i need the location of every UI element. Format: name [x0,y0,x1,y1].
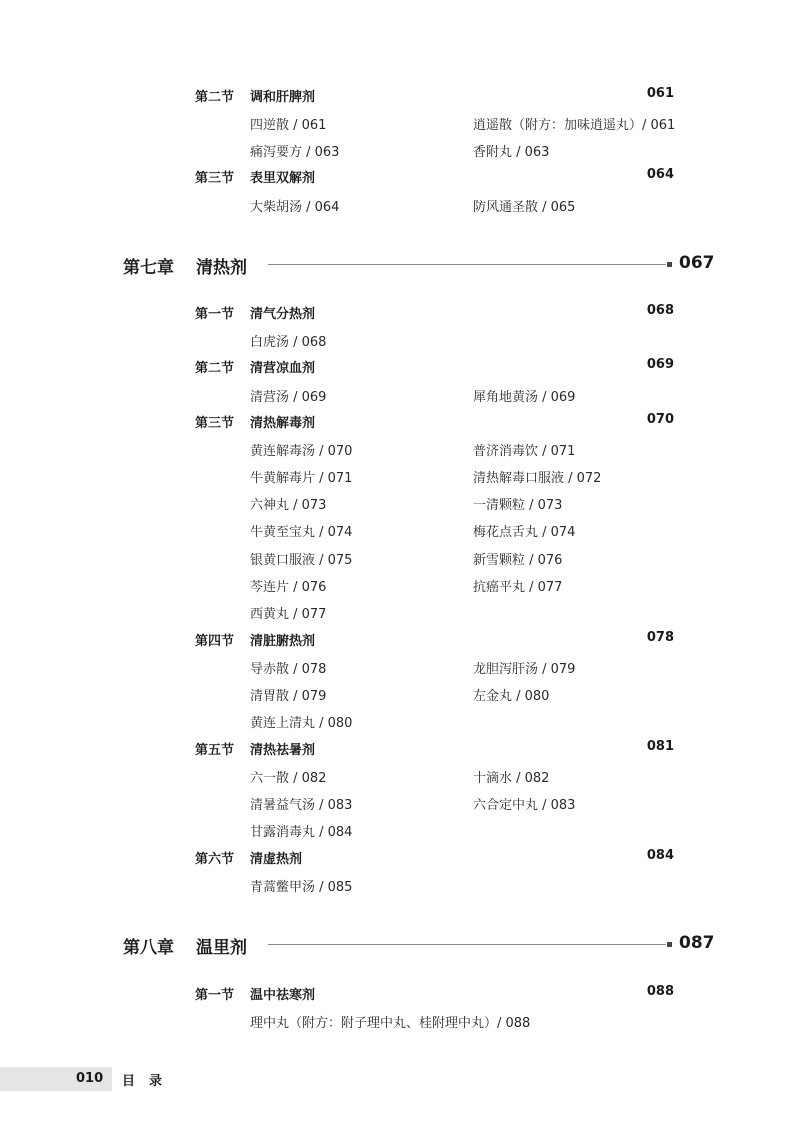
entry-row [0,189,800,216]
entry: 左金丸 / 080 [473,689,550,704]
entry-row [0,379,800,406]
entry: 黄连解毒汤 / 070 [250,444,353,459]
chapter-label: 第八章 [123,938,174,958]
leader-dot [667,942,672,947]
chapter-page-number: 087 [679,933,715,953]
entry: 香附丸 / 063 [473,145,550,160]
entry-row [0,814,800,841]
chapter-label: 第七章 [123,258,174,278]
entry: 六合定中丸 / 083 [473,798,576,813]
section-heading [0,80,800,107]
entry-row [0,324,800,351]
entry-row [0,514,800,541]
section-heading [0,733,800,760]
entry: 龙胆泻肝汤 / 079 [473,662,576,677]
chapter-heading [0,249,800,279]
entry-row [0,1005,800,1032]
entry: 防风通圣散 / 065 [473,200,576,215]
entry-row [0,460,800,487]
leader-dot [667,262,672,267]
section-heading [0,297,800,324]
entry: 新雪颗粒 / 076 [473,553,563,568]
entry: 四逆散 / 061 [250,118,327,133]
entry-row [0,596,800,623]
chapter-title: 温里剂 [196,938,247,958]
section-title: 清脏腑热剂 [250,634,316,649]
entry-row [0,651,800,678]
section-label: 第一节 [195,988,235,1003]
section-title: 清虚热剂 [250,852,303,867]
entry: 普济消毒饮 / 071 [473,444,576,459]
section-title: 调和肝脾剂 [250,90,316,105]
footer-page-number: 010 [76,1071,104,1086]
entry: 六神丸 / 073 [250,498,327,513]
entry-row [0,433,800,460]
section-page-number: 070 [646,412,674,427]
entry-row [0,787,800,814]
section-heading [0,978,800,1005]
section-page-number: 068 [646,303,674,318]
section-page-number: 081 [646,739,674,754]
section-heading [0,161,800,188]
section-label: 第五节 [195,743,235,758]
entry: 清胃散 / 079 [250,689,327,704]
section-page-number: 078 [646,630,674,645]
entry-row [0,107,800,134]
section-title: 清营凉血剂 [250,361,316,376]
leader-line [268,944,666,945]
entry: 清热解毒口服液 / 072 [473,471,602,486]
entry-row [0,542,800,569]
entry: 十滴水 / 082 [473,771,550,786]
section-page-number: 064 [646,167,674,182]
section-page-number: 088 [646,984,674,999]
entry: 清营汤 / 069 [250,390,327,405]
entry-row [0,678,800,705]
section-label: 第六节 [195,852,235,867]
entry: 牛黄至宝丸 / 074 [250,525,353,540]
entry: 甘露消毒丸 / 084 [250,825,353,840]
entry: 青蒿鳖甲汤 / 085 [250,880,353,895]
entry: 芩连片 / 076 [250,580,327,595]
entry-row [0,569,800,596]
entry: 银黄口服液 / 075 [250,553,353,568]
section-page-number: 069 [646,357,674,372]
entry: 逍遥散（附方：加味逍遥丸）/ 061 [473,118,676,133]
entry-row [0,134,800,161]
section-label: 第三节 [195,416,235,431]
entry: 六一散 / 082 [250,771,327,786]
section-heading [0,351,800,378]
entry: 白虎汤 / 068 [250,335,327,350]
section-title: 清气分热剂 [250,307,316,322]
section-label: 第四节 [195,634,235,649]
section-title: 清热解毒剂 [250,416,316,431]
section-label: 第二节 [195,90,235,105]
footer-title: 目录 [122,1074,177,1089]
chapter-page-number: 067 [679,253,715,273]
entry-row [0,487,800,514]
section-page-number: 084 [646,848,674,863]
entry-row [0,869,800,896]
section-page-number: 061 [646,86,674,101]
section-title: 清热祛暑剂 [250,743,316,758]
entry: 梅花点舌丸 / 074 [473,525,576,540]
entry: 理中丸（附方：附子理中丸、桂附理中丸）/ 088 [250,1016,531,1031]
entry: 清暑益气汤 / 083 [250,798,353,813]
entry: 一清颗粒 / 073 [473,498,563,513]
entry: 犀角地黄汤 / 069 [473,390,576,405]
section-label: 第三节 [195,171,235,186]
entry-row [0,760,800,787]
section-label: 第一节 [195,307,235,322]
section-heading [0,406,800,433]
entry: 西黄丸 / 077 [250,607,327,622]
entry: 大柴胡汤 / 064 [250,200,340,215]
entry-row [0,705,800,732]
entry: 牛黄解毒片 / 071 [250,471,353,486]
chapter-heading [0,929,800,959]
entry: 抗癌平丸 / 077 [473,580,563,595]
entry: 导赤散 / 078 [250,662,327,677]
section-title: 表里双解剂 [250,171,316,186]
entry: 痛泻要方 / 063 [250,145,340,160]
section-label: 第二节 [195,361,235,376]
section-heading [0,842,800,869]
leader-line [268,264,666,265]
section-title: 温中祛寒剂 [250,988,316,1003]
section-heading [0,624,800,651]
entry: 黄连上清丸 / 080 [250,716,353,731]
chapter-title: 清热剂 [196,258,247,278]
